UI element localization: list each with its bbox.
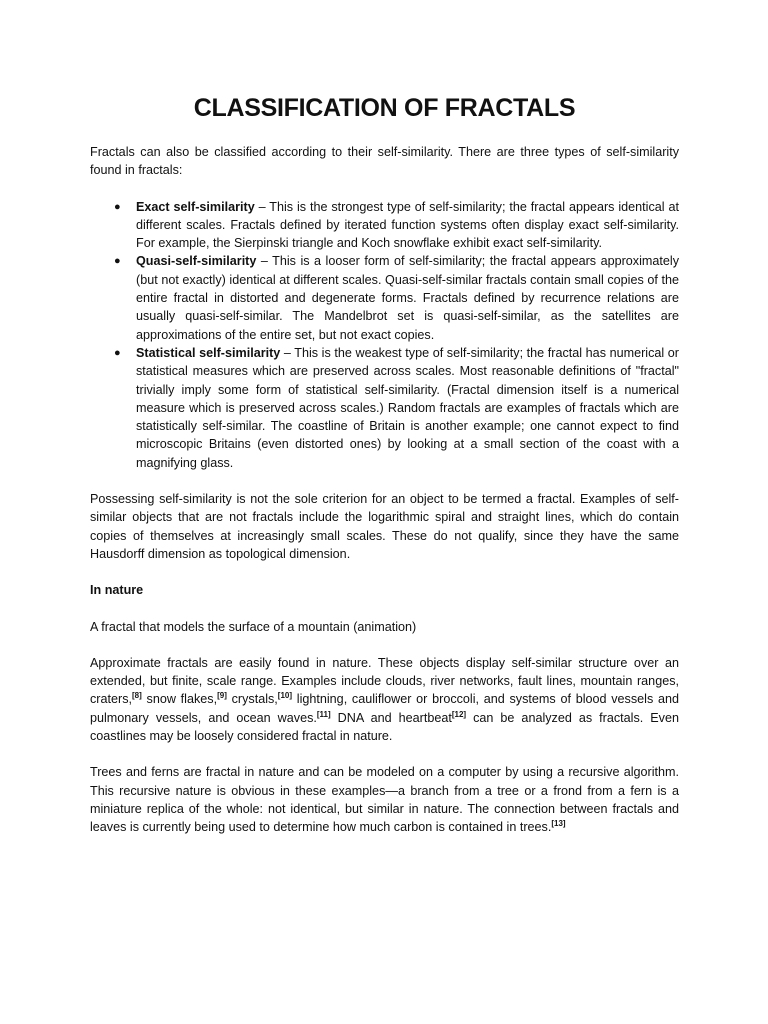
citation-10[interactable]: [10] bbox=[277, 691, 293, 701]
list-item-quasi bbox=[90, 252, 679, 343]
approximate-fractals-paragraph bbox=[90, 654, 679, 745]
criterion-paragraph: Possessing self-similarity is not the sole criterion for an object to be termed a fractal. Examples of self-similar objects that are not fractals include the logarithmic spiral and straight lines, which do contain copies of themselves at increasingly small scales. These do not qualify, since they have the same Hausdorff dimension as topological dimension. bbox=[90, 492, 679, 561]
document-page bbox=[90, 92, 679, 855]
mountain-caption: A fractal that models the surface of a mountain (animation) bbox=[90, 619, 417, 634]
bullet-icon: ● bbox=[114, 200, 121, 213]
citation-11[interactable]: [11] bbox=[316, 709, 331, 719]
definition-quasi: – This is a looser form of self-similarity; the fractal appears approximately (but not exactly) identical at different scales. Quasi-self-similar fractals contain small copies of the entire fractal in distorted and degenerate forms. Fractals defined by recurrence relations are usually quasi-self-similar. The Mandelbrot set is quasi-self-similar, as the satellites are approximations of the entire set, but not exact copies. bbox=[136, 254, 679, 342]
list-item-statistical bbox=[90, 344, 679, 472]
approx-text-2: snow flakes, bbox=[141, 692, 218, 707]
page-title: CLASSIFICATION OF FRACTALS bbox=[193, 94, 576, 122]
term-statistical: Statistical self-similarity bbox=[136, 345, 281, 360]
approx-text-3: crystals, bbox=[226, 692, 278, 707]
citation-12[interactable]: [12] bbox=[451, 709, 467, 719]
self-similarity-types-list bbox=[90, 198, 679, 472]
intro-paragraph: Fractals can also be classified according to their self-similarity. There are three types of self-similarity found in fractals: bbox=[90, 145, 679, 178]
citation-8[interactable]: [8] bbox=[132, 691, 142, 701]
definition-exact: – This is the strongest type of self-similarity; the fractal appears identical at different scales. Fractals defined by iterated function systems often display exact self-similarity. For example, the Sierpinski triangle and Koch snowflake exhibit exact self-similarity. bbox=[136, 199, 679, 251]
term-quasi: Quasi-self-similarity bbox=[136, 254, 257, 269]
citation-9[interactable]: [9] bbox=[217, 691, 227, 701]
term-exact: Exact self-similarity bbox=[136, 199, 255, 214]
approx-text-1: Approximate fractals are easily found in nature. These objects display self-similar structure over an extended, but finite, scale range. Examples include clouds, river networks, fault lines, mountain ranges, craters, bbox=[90, 655, 679, 707]
approx-text-4: lightning, cauliflower or broccoli, and systems of blood vessels and pulmonary vessels, and ocean waves. bbox=[90, 692, 679, 725]
bullet-icon: ● bbox=[114, 346, 121, 359]
definition-statistical: – This is the weakest type of self-similarity; the fractal has numerical or statistical measures which are preserved across scales. Most reasonable definitions of "fractal" trivially imply some form of statistical self-similarity. (Fractal dimension itself is a numerical measure which is preserved across scales.) Random fractals are examples of fractals which are statistically self-similar. The coastline of Britain is another example; one cannot expect to find microscopic Britains (even distorted ones) by looking at a small section of the coast with a magnifying glass. bbox=[136, 345, 679, 470]
citation-13[interactable]: [13] bbox=[551, 819, 566, 829]
approx-text-6: can be analyzed as fractals. Even coastlines may be loosely considered fractal in nature. bbox=[90, 710, 679, 744]
approx-text-5: DNA and heartbeat bbox=[330, 710, 452, 725]
trees-text: Trees and ferns are fractal in nature and can be modeled on a computer by using a recursive algorithm. This recursive nature is obvious in these examples—a branch from a tree or a frond from a fern is a miniature replica of the whole: not identical, but similar in nature. The connection between fractals and leaves is currently being used to determine how much carbon is contained in trees. bbox=[90, 765, 679, 835]
trees-ferns-paragraph bbox=[90, 763, 679, 836]
section-heading-in-nature: In nature bbox=[90, 583, 144, 598]
bullet-icon: ● bbox=[114, 255, 121, 268]
list-item-exact bbox=[90, 198, 679, 253]
